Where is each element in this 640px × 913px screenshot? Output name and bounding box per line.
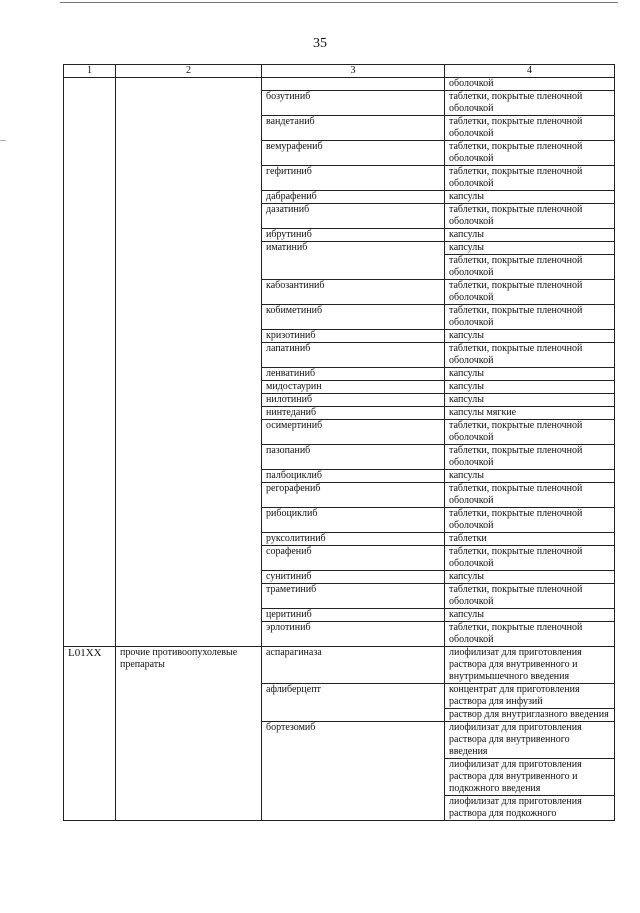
- header-row: [64, 65, 615, 78]
- drug-name-cell: дазатиниб: [262, 204, 445, 229]
- drug-name-cell: кобиметиниб: [262, 305, 445, 330]
- drug-name-cell: нилотиниб: [262, 394, 445, 407]
- drug-name-cell: эрлотиниб: [262, 622, 445, 647]
- dosage-form-cell: концентрат для приготовления раствора для инфузий: [445, 684, 615, 709]
- table-row: [64, 78, 615, 91]
- dosage-form-cell: таблетки, покрытые пленочной оболочкой: [445, 546, 615, 571]
- dosage-form-cell: таблетки, покрытые пленочной оболочкой: [445, 343, 615, 368]
- drug-name-cell: лапатиниб: [262, 343, 445, 368]
- dosage-form-cell: капсулы: [445, 229, 615, 242]
- top-scan-rule: [60, 2, 618, 3]
- dosage-form-cell: таблетки, покрытые пленочной оболочкой: [445, 141, 615, 166]
- drug-name-cell: сорафениб: [262, 546, 445, 571]
- atc-code-cell: [64, 78, 116, 647]
- group-name-cell: прочие противоопухолевые препараты: [116, 647, 262, 821]
- dosage-form-cell: капсулы: [445, 242, 615, 255]
- dosage-form-cell: капсулы: [445, 394, 615, 407]
- drug-name-cell: осимертиниб: [262, 420, 445, 445]
- drug-name-cell: [262, 78, 445, 91]
- dosage-form-cell: оболочкой: [445, 78, 615, 91]
- drug-name-cell: вемурафениб: [262, 141, 445, 166]
- edge-scan-mark: [0, 140, 6, 141]
- header-col-3: 3: [262, 65, 445, 78]
- dosage-form-cell: лиофилизат для приготовления раствора для внутривенного и внутримышечного введения: [445, 647, 615, 684]
- drug-name-cell: нинтеданиб: [262, 407, 445, 420]
- drug-name-cell: рибоциклиб: [262, 508, 445, 533]
- dosage-form-cell: таблетки, покрытые пленочной оболочкой: [445, 91, 615, 116]
- drug-name-cell: гефитиниб: [262, 166, 445, 191]
- table-row: [64, 647, 615, 684]
- dosage-form-cell: капсулы мягкие: [445, 407, 615, 420]
- header-col-4: 4: [445, 65, 615, 78]
- drug-name-cell: палбоциклиб: [262, 470, 445, 483]
- drug-name-cell: бозутиниб: [262, 91, 445, 116]
- drug-name-cell: аспарагиназа: [262, 647, 445, 684]
- drug-name-cell: ленватиниб: [262, 368, 445, 381]
- dosage-form-cell: таблетки, покрытые пленочной оболочкой: [445, 116, 615, 141]
- table-body: [64, 78, 615, 821]
- drug-name-cell: сунитиниб: [262, 571, 445, 584]
- drug-name-cell: кабозантиниб: [262, 280, 445, 305]
- dosage-form-cell: таблетки, покрытые пленочной оболочкой: [445, 584, 615, 609]
- atc-code-cell: L01XX: [64, 647, 116, 821]
- drug-table: [63, 64, 615, 821]
- drug-name-cell: вандетаниб: [262, 116, 445, 141]
- group-name-cell: [116, 78, 262, 647]
- drug-name-cell: бортезомиб: [262, 722, 445, 821]
- dosage-form-cell: капсулы: [445, 330, 615, 343]
- dosage-form-cell: капсулы: [445, 470, 615, 483]
- drug-name-cell: пазопаниб: [262, 445, 445, 470]
- dosage-form-cell: лиофилизат для приготовления раствора для подкожного: [445, 796, 615, 821]
- page-number: 35: [313, 36, 327, 51]
- dosage-form-cell: капсулы: [445, 368, 615, 381]
- dosage-form-cell: лиофилизат для приготовления раствора для внутривенного введения: [445, 722, 615, 759]
- dosage-form-cell: лиофилизат для приготовления раствора для внутривенного и подкожного введения: [445, 759, 615, 796]
- drug-name-cell: руксолитиниб: [262, 533, 445, 546]
- dosage-form-cell: таблетки, покрытые пленочной оболочкой: [445, 508, 615, 533]
- dosage-form-cell: таблетки, покрытые пленочной оболочкой: [445, 255, 615, 280]
- drug-name-cell: церитиниб: [262, 609, 445, 622]
- dosage-form-cell: таблетки, покрытые пленочной оболочкой: [445, 204, 615, 229]
- dosage-form-cell: капсулы: [445, 191, 615, 204]
- dosage-form-cell: капсулы: [445, 571, 615, 584]
- header-col-2: 2: [116, 65, 262, 78]
- dosage-form-cell: таблетки, покрытые пленочной оболочкой: [445, 280, 615, 305]
- drug-name-cell: афлиберцепт: [262, 684, 445, 722]
- drug-name-cell: дабрафениб: [262, 191, 445, 204]
- dosage-form-cell: таблетки, покрытые пленочной оболочкой: [445, 305, 615, 330]
- drug-name-cell: иматиниб: [262, 242, 445, 280]
- dosage-form-cell: таблетки, покрытые пленочной оболочкой: [445, 483, 615, 508]
- dosage-form-cell: таблетки, покрытые пленочной оболочкой: [445, 445, 615, 470]
- dosage-form-cell: таблетки, покрытые пленочной оболочкой: [445, 420, 615, 445]
- drug-name-cell: кризотиниб: [262, 330, 445, 343]
- dosage-form-cell: таблетки: [445, 533, 615, 546]
- drug-name-cell: мидостаурин: [262, 381, 445, 394]
- dosage-form-cell: капсулы: [445, 609, 615, 622]
- dosage-form-cell: таблетки, покрытые пленочной оболочкой: [445, 166, 615, 191]
- drug-name-cell: траметиниб: [262, 584, 445, 609]
- dosage-form-cell: раствор для внутриглазного введения: [445, 709, 615, 722]
- dosage-form-cell: капсулы: [445, 381, 615, 394]
- dosage-form-cell: таблетки, покрытые пленочной оболочкой: [445, 622, 615, 647]
- drug-name-cell: ибрутиниб: [262, 229, 445, 242]
- drug-name-cell: регорафениб: [262, 483, 445, 508]
- header-col-1: 1: [64, 65, 116, 78]
